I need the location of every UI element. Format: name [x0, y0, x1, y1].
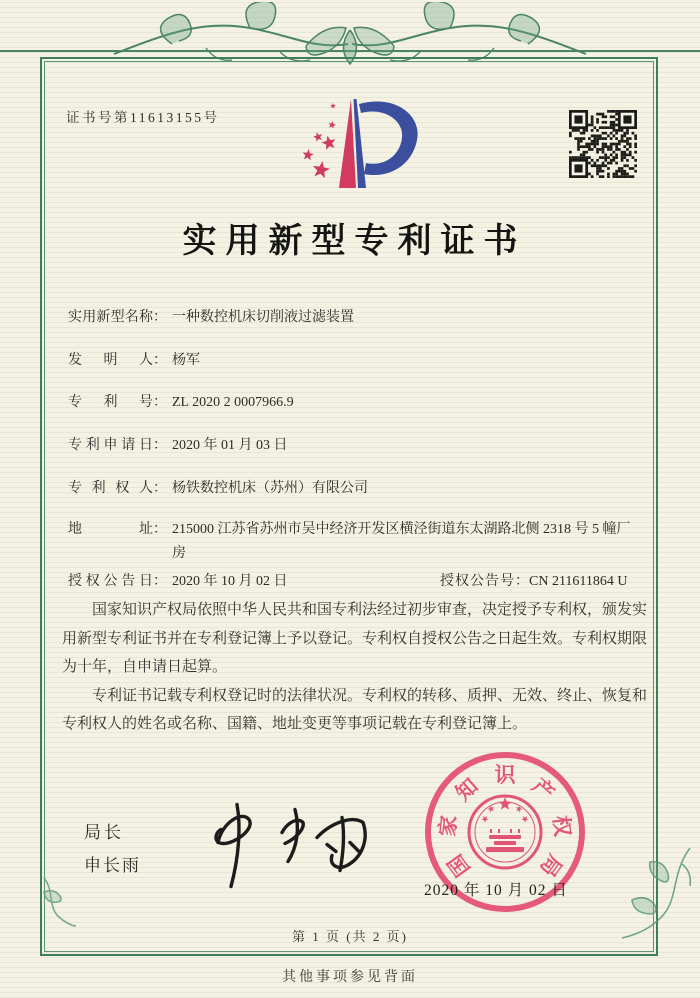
officer-title: 局长	[84, 823, 124, 842]
field-colon: ：	[153, 310, 167, 325]
field-label: 地址	[68, 522, 153, 537]
seal-date: 2020 年 10 月 02 日	[424, 882, 568, 899]
certificate-title: 实用新型专利证书	[182, 223, 527, 260]
field-value: 一种数控机床切削液过滤装置	[172, 310, 354, 325]
svg-text:家: 家	[435, 814, 462, 838]
field-value: 杨铁数控机床（苏州）有限公司	[172, 481, 368, 496]
svg-text:产: 产	[527, 773, 559, 806]
field-label: 专利号	[68, 395, 153, 410]
field-patentee	[68, 477, 668, 501]
certificate-number: 证书号第11613155号	[66, 110, 220, 125]
corner-flourish-icon	[612, 842, 694, 946]
cnipa-logo-icon	[276, 92, 428, 202]
field-colon: ：	[153, 481, 167, 496]
field-value: 2020 年 01 月 03 日	[172, 438, 288, 453]
field-utility-model-name	[68, 306, 668, 330]
back-note: 其他事项参见背面	[282, 970, 418, 985]
field-value: CN 211611864 U	[529, 574, 628, 589]
field-label: 授权公告日	[68, 574, 153, 589]
left-swirl-ornament-icon	[38, 876, 78, 932]
field-patent-number	[68, 391, 668, 415]
field-label: 实用新型名称	[68, 310, 153, 325]
officer-name: 申长雨	[84, 856, 141, 875]
field-colon: ：	[515, 574, 529, 589]
svg-text:识: 识	[494, 763, 516, 787]
svg-text:局: 局	[535, 849, 567, 882]
legal-paragraph-1: 国家知识产权局依照中华人民共和国专利法经过初步审查，决定授予专利权，颁发实用新型专利证书并在专利登记簿上予以登记。专利权自授权公告之日起生效。专利权期限为十年，自申请日起算。	[62, 602, 648, 675]
field-application-date	[68, 434, 668, 458]
svg-text:权: 权	[548, 814, 575, 838]
field-label: 专利申请日	[68, 438, 153, 453]
handwritten-signature	[190, 796, 390, 896]
field-grant-number	[440, 570, 628, 594]
field-address	[68, 518, 668, 566]
field-value: ZL 2020 2 0007966.9	[172, 395, 294, 410]
field-value: 2020 年 10 月 02 日	[172, 574, 288, 589]
qr-code-icon	[569, 110, 637, 178]
svg-text:国: 国	[443, 849, 475, 882]
field-value: 杨军	[172, 353, 200, 368]
field-colon: ：	[153, 395, 167, 410]
field-inventor	[68, 349, 668, 373]
field-value: 215000 江苏省苏州市吴中经济开发区横泾街道东太湖路北侧 2318 号 5 幢厂房	[172, 522, 631, 561]
field-colon: ：	[153, 353, 167, 368]
field-colon: ：	[153, 522, 167, 537]
field-colon: ：	[153, 438, 167, 453]
field-label: 专利权人	[68, 481, 153, 496]
field-colon: ：	[153, 574, 167, 589]
field-grant-date	[68, 570, 668, 594]
legal-text-block	[62, 596, 648, 739]
field-label: 发明人	[68, 353, 153, 368]
page-number: 第 1 页 (共 2 页)	[292, 929, 408, 944]
field-label: 授权公告号	[440, 574, 515, 589]
svg-text:知: 知	[451, 773, 483, 806]
legal-paragraph-2: 专利证书记载专利权登记时的法律状况。专利权的转移、质押、无效、终止、恢复和专利权人的姓名或名称、国籍、地址变更等事项记载在专利登记簿上。	[62, 687, 648, 732]
